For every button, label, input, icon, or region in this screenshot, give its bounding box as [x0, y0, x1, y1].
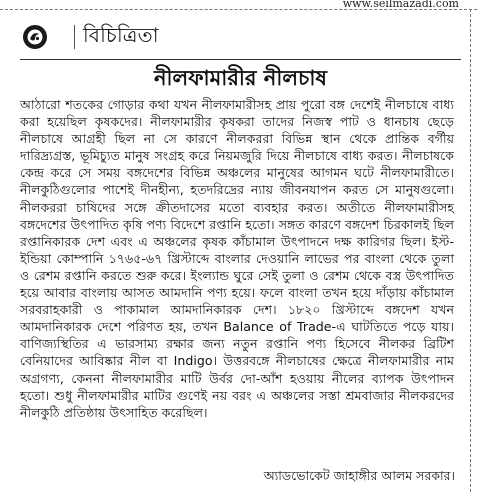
- article-body: [20, 96, 454, 421]
- section-header: [20, 22, 159, 52]
- article-headline: নীলফামারীর নীলচাষ: [154, 66, 327, 90]
- section-title: বিচিত্রিতা: [83, 22, 159, 47]
- site-url: www.seilmazadi.com: [342, 0, 459, 10]
- header-rule: [20, 59, 461, 60]
- article-paragraph: আঠারো শতকের গোড়ার কথা যখন নীলফামারীসহ প্রায় পুরো বঙ্গ দেশেই নীলচাষে বাধ্য করা হয়েছিল কৃষকদের। নীলফামারীর কৃষকরা তাদের নিজস্ব পাট ও ধানচাষ ছেড়ে নীলচাষে আগ্রহী ছিল না সে কারণে নীলকররা বিভিন্ন স্থান থেকে প্রান্তিক বর্গীয় দারিদ্র্যগ্রস্ত, ভূমিচ্যুত মানুষ সংগ্রহ করে নিয়মজুরি দিয়ে নীলচাষে বাধ্য করত। নীলচাষকে কেন্দ্র করে সে সময় বঙ্গদেশের বিভিন্ন অঞ্চলের মানুষের আগমন ঘটে নীলফামারীতে। নীলকুঠিগুলোর পাশেই দীনহীন্য, হতদরিদ্রের ন্যায় জীবনযাপন করত সে মানুষগুলো। নীলকররা চাষিদের সঙ্গে ক্রীতদাসের মতো ব্যবহার করত। অতীতে নীলফামারীসহ বঙ্গদেশের উৎপাদিত কৃষি পণ্য বিদেশে রপ্তানি হতো। সঙ্গত কারণে বঙ্গদেশ চিরকালই ছিল রপ্তানিকারক দেশ এবং এ অঞ্চলের কৃষক কাঁচামাল উৎপাদনে দক্ষ কারিগর ছিল। ইস্ট-ইন্ডিয়া কোম্পানি ১৭৬৫-৬৭ খ্রিস্টাব্দে বাংলার দেওয়ানি লাভের পর বাংলা থেকে তুলা ও রেশম রপ্তানি করতে শুরু করে। ইংল্যান্ড ঘুরে সেই তুলা ও রেশম থেকে বস্ত্র উৎপাদিত হয়ে আবার বাংলায় আসত আমদানি পণ্য হয়ে। ফলে বাংলা তখন হয়ে দাঁড়ায় কাঁচামাল সরবরাহকারী ও পাকামাল আমদানিকারক দেশ। ১৮২০ খ্রিস্টাব্দে বঙ্গদেশ যখন আমদানিকারক দেশে পরিণত হয়, তখন Balance of Trade-এ ঘাটতিতে পড়ে যায়। বাণিজ্যস্থিতির এ ভারসাম্য রক্ষার জন্য নতুন রপ্তানি পণ্য হিসেবে নীলকর ব্রিটিশ বেনিয়াদের আবিষ্কার নীল বা Indigo। উত্তরবঙ্গে নীলচাষের ক্ষেত্রে নীলফামারীর নাম অগ্রগণ্য, কেননা নীলফামারীর মাটি উর্বর দো-আঁশ হওয়ায় নীলের ব্যাপক উৎপাদন হতো। শুধু নীলফামারীর মাটির গুণেই নয় বরং এ অঞ্চলের সস্তা শ্রমবাজার নীলকরদের নীলকুঠি প্রতিষ্ঠায় উৎসাহিত করেছিল।: [20, 97, 454, 420]
- publication-emblem-icon: [20, 22, 50, 52]
- article-author: অ্যাডভোকেট জাহাঙ্গীর আলম সরকার।: [263, 468, 455, 483]
- header-divider: [74, 25, 75, 49]
- frame-top-border: [0, 9, 477, 10]
- frame-right-border: [470, 9, 471, 492]
